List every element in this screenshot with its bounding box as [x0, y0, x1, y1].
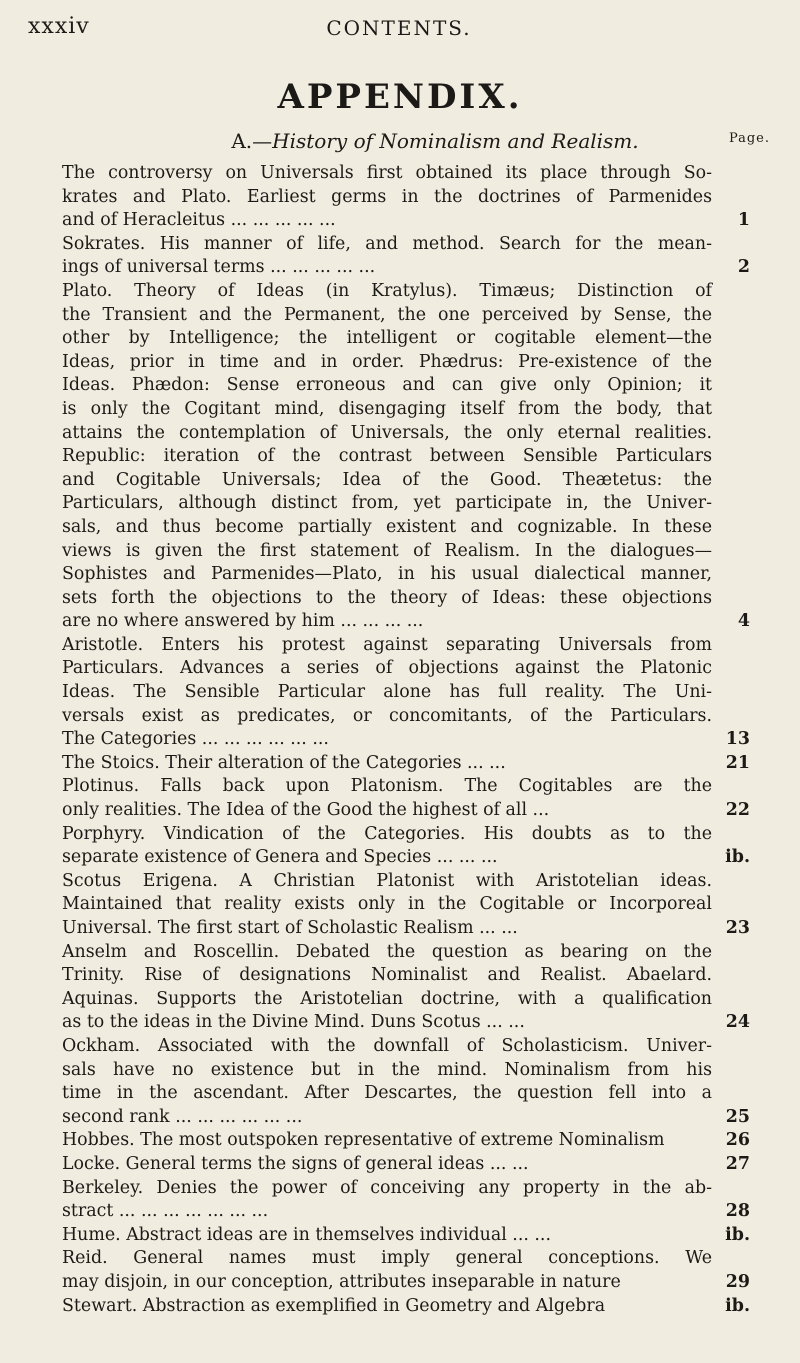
line-text: Plato. Theory of Ideas (in Kratylus). Timæus; Distinction of: [62, 280, 712, 301]
line-text: views is given the first statement of Realism. In the dialogues—: [62, 540, 712, 561]
contents-line: [62, 327, 750, 351]
line-text: sets forth the objections to the theory of Ideas: these objections: [62, 587, 712, 608]
page-reference: 22: [725, 800, 750, 821]
contents-line: [62, 1177, 750, 1201]
page-reference: 23: [725, 918, 750, 938]
page-reference: 26: [725, 1130, 750, 1151]
line-text: ings of universal terms ... ... ... ... ...: [62, 257, 376, 278]
contents-line: [62, 1271, 750, 1295]
line-text: is only the Cogitant mind, disengaging itself from the body, that: [62, 398, 712, 419]
line-text: Aristotle. Enters his protest against separating Universals from: [62, 634, 712, 655]
contents-line: [62, 1011, 750, 1035]
line-text: Berkeley. Denies the power of conceiving any property in the ab-: [62, 1177, 712, 1198]
page-reference: 4: [737, 611, 750, 632]
line-text: Particulars. Advances a series of objections against the Platonic: [62, 658, 712, 679]
line-text: Porphyry. Vindication of the Categories. His doubts as to the: [62, 823, 712, 844]
line-text: Maintained that reality exists only in the Cogitable or Incorporeal: [62, 894, 712, 915]
contents-line: [62, 186, 750, 210]
line-text: Hume. Abstract ideas are in themselves individual ... ...: [62, 1224, 551, 1245]
line-text: Hobbes. The most outspoken representative of extreme Nominalism: [62, 1130, 665, 1151]
line-text: Ideas. The Sensible Particular alone has full reality. The Uni-: [62, 682, 712, 703]
section-heading: [60, 129, 770, 157]
contents-line: [62, 893, 750, 917]
contents-line: [62, 917, 750, 941]
page-reference: 27: [725, 1153, 750, 1174]
contents-line: [62, 1106, 750, 1130]
line-text: are no where answered by him ... ... ... ...: [62, 611, 424, 632]
contents-line: [62, 209, 750, 233]
page-column-label: Page.: [728, 131, 770, 146]
line-text: attains the contemplation of Universals, the only eternal realities.: [62, 422, 712, 443]
line-text: may disjoin, in our conception, attributes inseparable in nature: [62, 1271, 621, 1292]
line-text: stract ... ... ... ... ... ... ...: [62, 1201, 269, 1222]
line-text: Ockham. Associated with the downfall of Scholasticism. Univer-: [62, 1035, 712, 1056]
line-text: the Transient and the Permanent, the one perceived by Sense, the: [62, 304, 712, 325]
page-reference: 21: [725, 752, 750, 773]
line-text: time in the ascendant. After Descartes, the question fell into a: [62, 1083, 712, 1104]
appendix-title: APPENDIX.: [277, 77, 523, 117]
contents-line: [62, 1082, 750, 1106]
contents-line: [62, 610, 750, 634]
contents-line: [62, 1295, 750, 1319]
page-reference: ib.: [725, 1295, 750, 1316]
page-header: [28, 14, 770, 44]
contents-line: [62, 775, 750, 799]
line-text: sals have no existence but in the mind. Nominalism from his: [62, 1059, 712, 1080]
contents-line: [62, 492, 750, 516]
line-text: Aquinas. Supports the Aristotelian doctrine, with a qualification: [62, 988, 712, 1009]
contents-line: [62, 422, 750, 446]
contents-line: [62, 516, 750, 540]
contents-entries: [62, 162, 750, 1318]
line-text: Particulars, although distinct from, yet participate in, the Univer-: [62, 493, 712, 514]
line-text: Ideas. Phædon: Sense erroneous and can give only Opinion; it: [62, 375, 712, 396]
line-text: Plotinus. Falls back upon Platonism. The Cogitables are the: [62, 776, 712, 797]
line-text: versals exist as predicates, or concomitants, of the Particulars.: [62, 705, 712, 726]
line-text: Locke. General terms the signs of general ideas ... ...: [62, 1153, 529, 1174]
contents-line: [62, 870, 750, 894]
contents-line: [62, 1224, 750, 1248]
contents-line: [62, 304, 750, 328]
page-reference: 24: [725, 1012, 750, 1033]
contents-line: [62, 941, 750, 965]
page-reference: 28: [725, 1201, 750, 1222]
line-text: The controversy on Universals first obtained its place through So-: [62, 163, 712, 183]
contents-line: [62, 1035, 750, 1059]
contents-line: [62, 1247, 750, 1271]
line-text: Republic: iteration of the contrast between Sensible Particulars: [62, 446, 712, 467]
line-text: Sophistes and Parmenides—Plato, in his usual dialectical manner,: [62, 564, 712, 585]
line-text: The Stoics. Their alteration of the Categories ... ...: [62, 752, 506, 773]
line-text: Trinity. Rise of designations Nominalist and Realist. Abaelard.: [62, 965, 712, 986]
page-number: xxxiv: [28, 14, 90, 39]
contents-line: [62, 587, 750, 611]
line-text: other by Intelligence; the intelligent or cogitable element—the: [62, 328, 712, 349]
line-text: as to the ideas in the Divine Mind. Duns Scotus ... ...: [62, 1012, 525, 1033]
contents-line: [62, 351, 750, 375]
line-text: Universal. The first start of Scholastic Realism ... ...: [62, 918, 518, 938]
line-text: only realities. The Idea of the Good the highest of all ...: [62, 800, 550, 821]
contents-line: [62, 799, 750, 823]
section-prefix: A.—: [231, 129, 273, 153]
line-text: Scotus Erigena. A Christian Platonist with Aristotelian ideas.: [62, 870, 712, 891]
line-text: Stewart. Abstraction as exemplified in Geometry and Algebra: [62, 1295, 606, 1316]
page-reference: 13: [725, 729, 750, 750]
contents-line: [62, 1129, 750, 1153]
line-text: Ideas, prior in time and in order. Phædrus: Pre-existence of the: [62, 351, 712, 372]
contents-line: [62, 728, 750, 752]
line-text: sals, and thus become partially existent and cognizable. In these: [62, 516, 712, 537]
contents-line: [62, 964, 750, 988]
contents-line: [62, 988, 750, 1012]
page-reference: 25: [725, 1106, 750, 1127]
line-text: Anselm and Roscellin. Debated the question as bearing on the: [62, 941, 712, 962]
contents-line: [62, 469, 750, 493]
line-text: and Cogitable Universals; Idea of the Good. Theætetus: the: [62, 469, 712, 490]
contents-line: [62, 752, 750, 776]
contents-line: [62, 1059, 750, 1083]
section-title-text: History of Nominalism and Realism.: [272, 129, 639, 153]
contents-line: [62, 1153, 750, 1177]
contents-line: [62, 280, 750, 304]
contents-line: [62, 846, 750, 870]
line-text: The Categories ... ... ... ... ... ...: [62, 729, 329, 750]
contents-line: [62, 705, 750, 729]
contents-line: [62, 823, 750, 847]
contents-line: [62, 256, 750, 280]
line-text: separate existence of Genera and Species ... ... ...: [62, 847, 498, 868]
contents-line: [62, 657, 750, 681]
contents-line: [62, 563, 750, 587]
line-text: and of Heracleitus ... ... ... ... ...: [62, 210, 336, 231]
line-text: krates and Plato. Earliest germs in the doctrines of Parmenides: [62, 186, 712, 207]
contents-line: [62, 374, 750, 398]
contents-line: [62, 445, 750, 469]
section-title: [100, 129, 770, 153]
page-reference: 1: [737, 210, 750, 231]
contents-line: [62, 634, 750, 658]
line-text: second rank ... ... ... ... ... ...: [62, 1106, 303, 1127]
contents-line: [62, 681, 750, 705]
running-head: CONTENTS.: [326, 16, 472, 40]
contents-line: [62, 233, 750, 257]
page-reference: 29: [725, 1271, 750, 1292]
line-text: Reid. General names must imply general conceptions. We: [62, 1248, 712, 1269]
contents-line: [62, 398, 750, 422]
contents-line: [62, 1200, 750, 1224]
contents-line: [62, 540, 750, 564]
contents-line: [62, 162, 750, 186]
page-reference: ib.: [725, 847, 750, 868]
page-reference: ib.: [725, 1224, 750, 1245]
page-reference: 2: [737, 257, 750, 278]
line-text: Sokrates. His manner of life, and method. Search for the mean-: [62, 233, 712, 254]
